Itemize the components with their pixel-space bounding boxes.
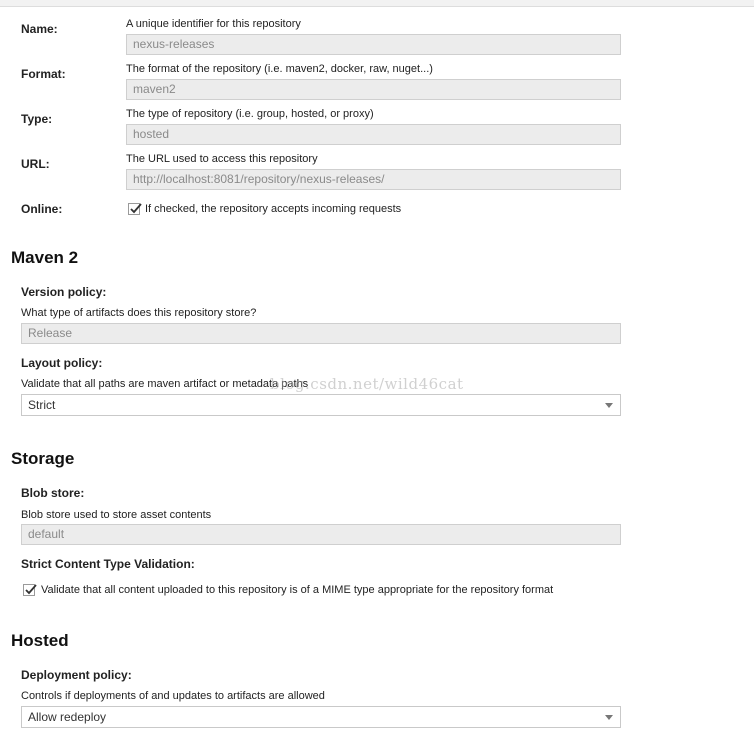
online-text: If checked, the repository accepts incoming requests (145, 203, 402, 215)
checkmark-icon (129, 202, 143, 216)
layout-policy-value: Strict (28, 398, 56, 412)
strict-validation-label: Strict Content Type Validation: (21, 557, 195, 571)
strict-validation-checkbox[interactable] (23, 584, 35, 596)
chevron-down-icon (605, 715, 613, 720)
deployment-policy-value: Allow redeploy (28, 710, 107, 724)
version-policy-field[interactable]: Release (21, 323, 621, 344)
hosted-section-title: Hosted (11, 631, 69, 650)
url-label: URL: (21, 157, 50, 171)
format-help: The format of the repository (i.e. maven2, docker, raw, nuget...) (126, 63, 433, 75)
layout-policy-select[interactable] (21, 394, 621, 416)
type-label: Type: (21, 112, 53, 126)
top-bar (0, 0, 754, 7)
maven-section-title: Maven 2 (11, 248, 79, 267)
checkmark-icon (24, 583, 38, 597)
blob-store-help: Blob store used to store asset contents (21, 509, 212, 521)
deployment-policy-help: Controls if deployments of and updates to artifacts are allowed (21, 690, 325, 702)
type-field[interactable]: hosted (126, 124, 621, 145)
deployment-policy-select[interactable] (21, 706, 621, 728)
watermark: blog.csdn.net/wild46cat (270, 375, 464, 393)
type-help: The type of repository (i.e. group, hosted, or proxy) (126, 108, 374, 120)
chevron-down-icon (605, 403, 613, 408)
format-label: Format: (21, 67, 66, 81)
layout-policy-help: Validate that all paths are maven artifact or metadata paths (21, 378, 309, 390)
strict-validation-text: Validate that all content uploaded to this repository is of a MIME type appropriate for the repository format (41, 584, 554, 596)
url-help: The URL used to access this repository (126, 153, 318, 165)
name-label: Name: (21, 22, 58, 36)
online-label: Online: (21, 202, 63, 216)
storage-section-title: Storage (11, 449, 75, 468)
blob-store-field[interactable]: default (21, 524, 621, 545)
version-policy-help: What type of artifacts does this repository store? (21, 307, 257, 319)
blob-store-label: Blob store: (21, 486, 85, 500)
name-help: A unique identifier for this repository (126, 18, 301, 30)
name-field[interactable]: nexus-releases (126, 34, 621, 55)
url-field[interactable]: http://localhost:8081/repository/nexus-releases/ (126, 169, 621, 190)
deployment-policy-label: Deployment policy: (21, 668, 132, 682)
online-checkbox[interactable] (128, 203, 140, 215)
format-field[interactable]: maven2 (126, 79, 621, 100)
version-policy-label: Version policy: (21, 285, 107, 299)
layout-policy-label: Layout policy: (21, 356, 103, 370)
